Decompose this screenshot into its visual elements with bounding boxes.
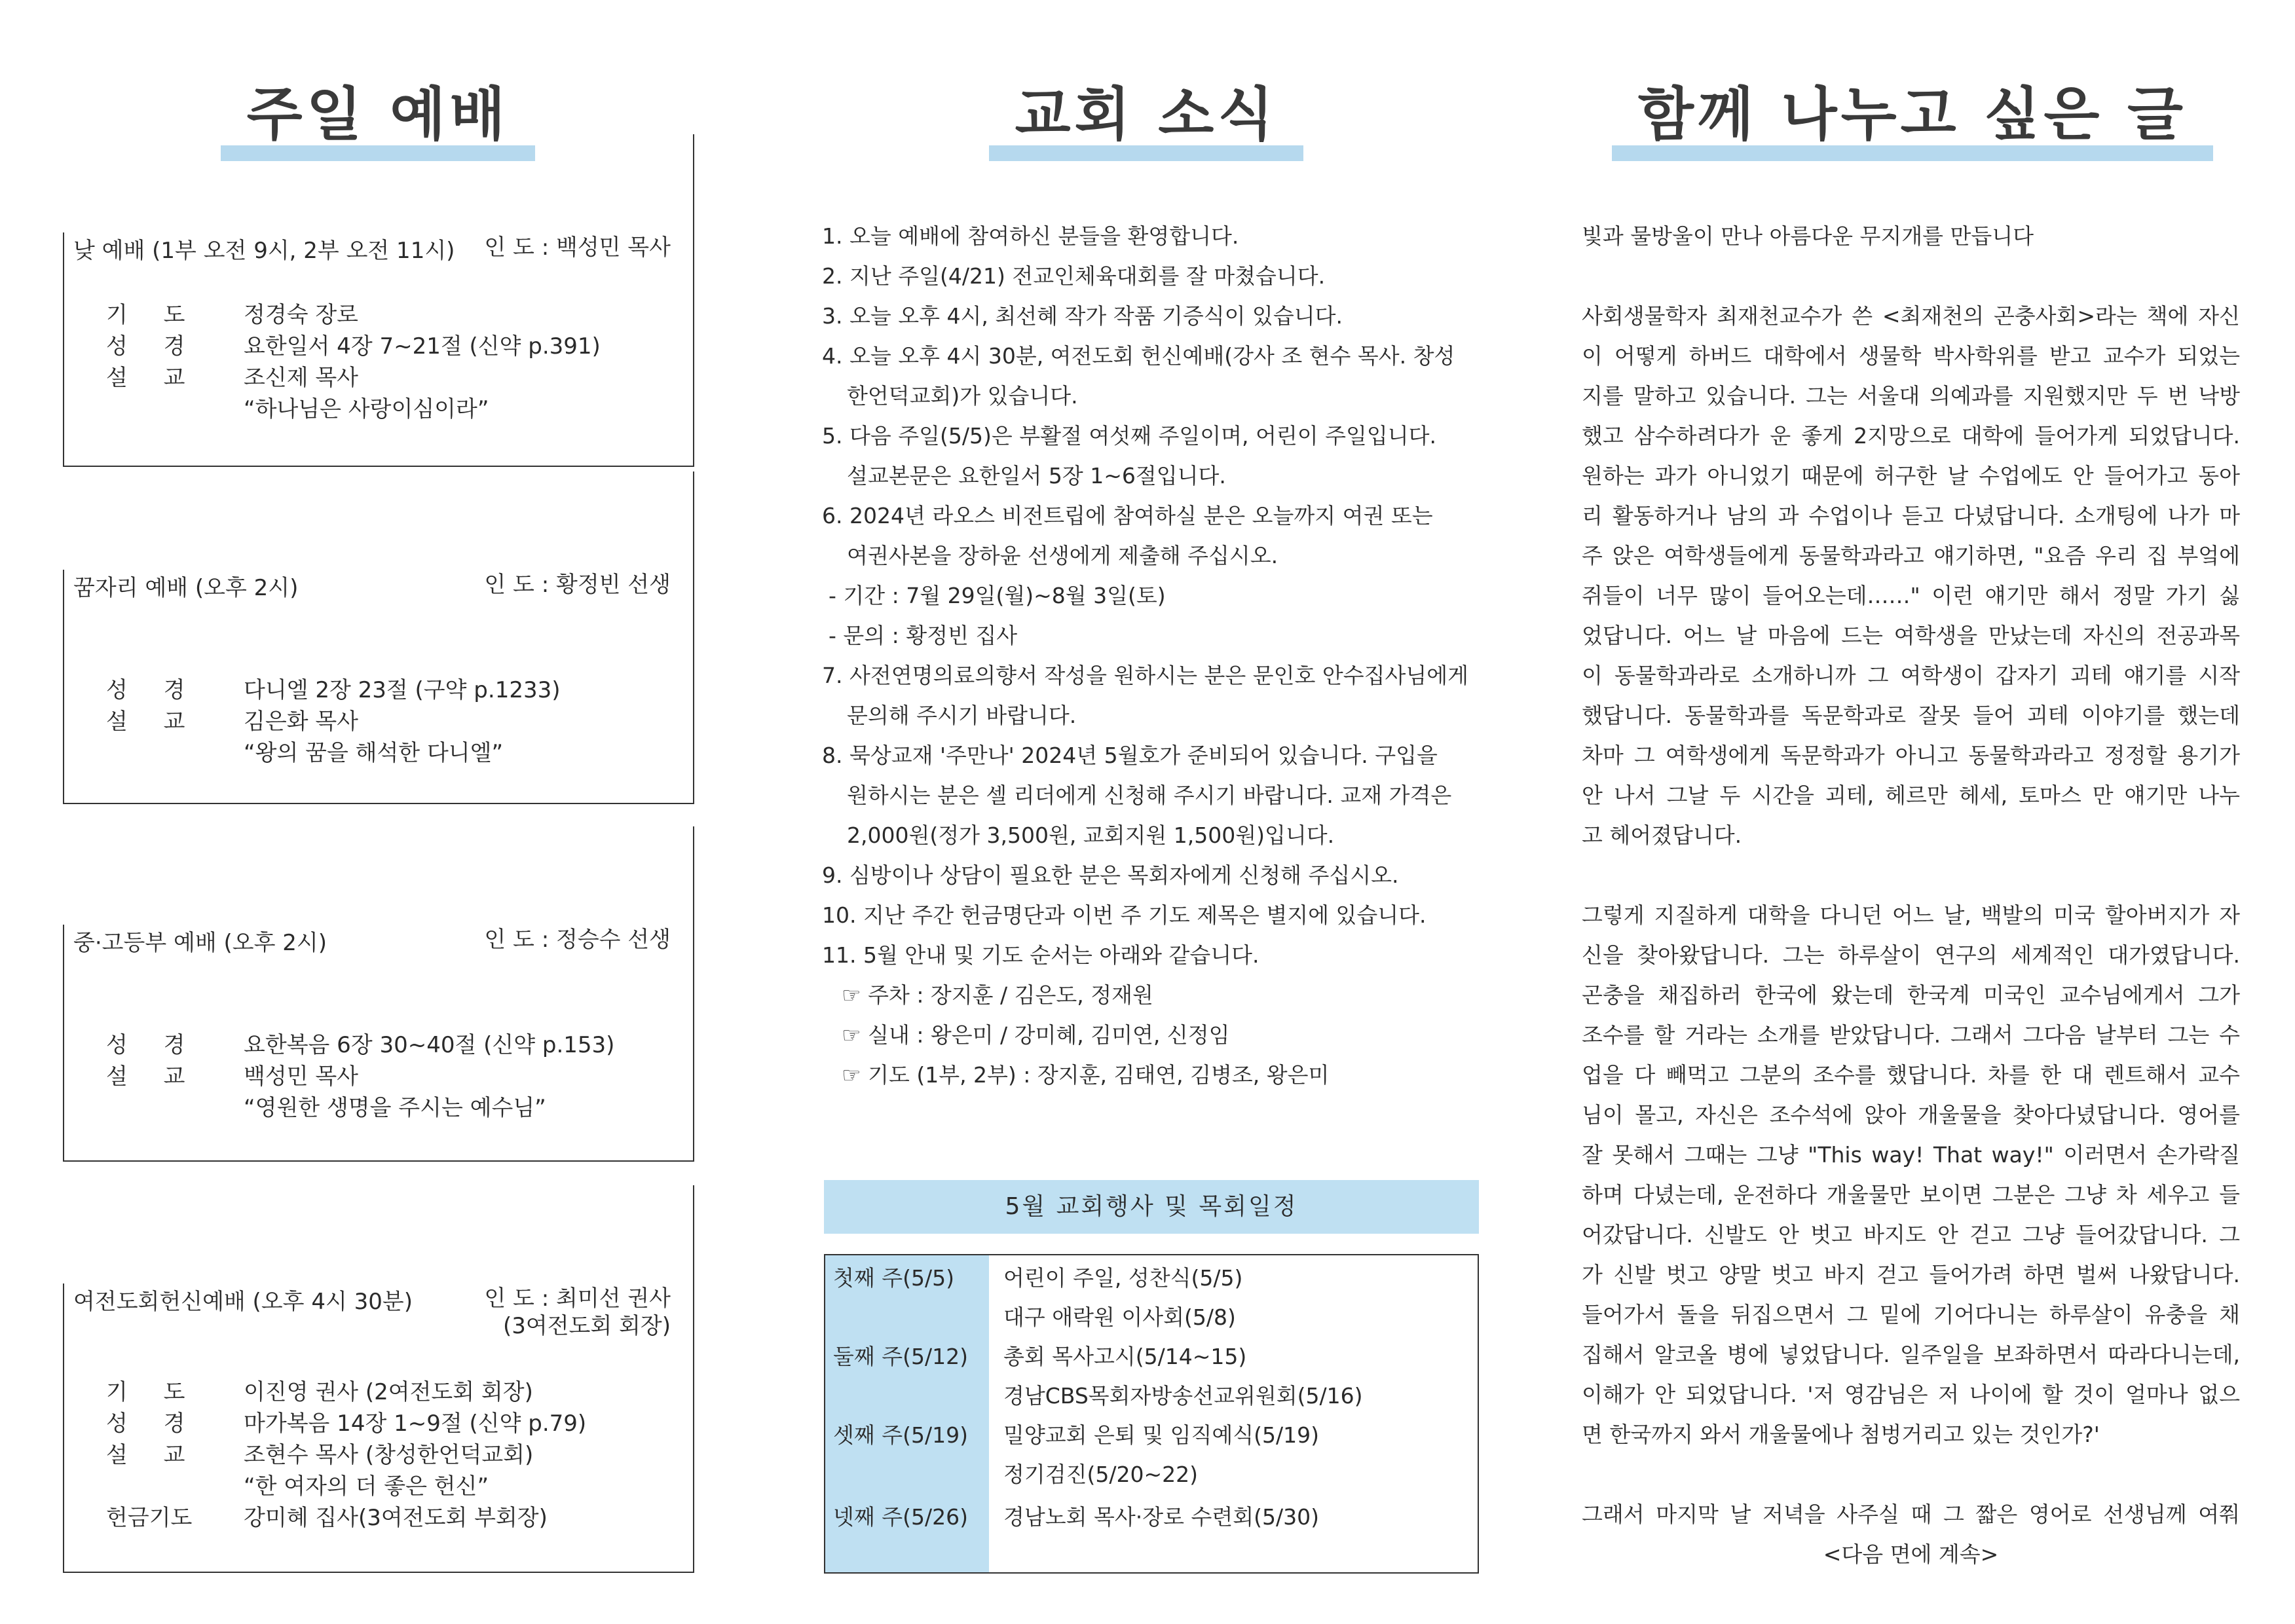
worship-column — [60, 0, 696, 1624]
service-leader: 인 도 : 백성민 목사 — [484, 234, 671, 261]
schedule-table — [824, 1254, 1479, 1574]
news-item: 3. 오늘 오후 4시, 최선혜 작가 작품 기증식이 있습니다. — [822, 303, 1343, 329]
paragraph-gap — [1582, 855, 2240, 895]
service-row — [106, 1502, 548, 1534]
essay-line: 원하는 과가 아니었기 때문에 허구한 날 수업에도 안 들어가고 동아 — [1582, 463, 2240, 489]
essay-body — [1582, 216, 2240, 1574]
essay-line: 차마 그 여학생에게 독문학과가 아니고 동물학과라고 정정할 용기가 — [1582, 743, 2240, 768]
service-day — [60, 232, 694, 422]
essay-line: 했답니다. 동물학과를 독문학과로 잘못 들어 괴테 이야기를 했는데 — [1582, 703, 2240, 728]
news-item: 8. 묵상교재 '주만나' 2024년 5월호가 준비되어 있습니다. 구입을 — [822, 743, 1438, 768]
row-value: 이진영 권사 (2여전도회 회장) — [244, 1379, 533, 1405]
sermon-title: “영원한 생명을 주시는 예수님” — [244, 1095, 546, 1121]
row-label: 성 경 — [106, 677, 200, 703]
row-value: 요한복음 6장 30~40절 (신약 p.153) — [244, 1032, 615, 1058]
news-item-continued: 설교본문은 요한일서 5장 1~6절입니다. — [847, 463, 1226, 489]
news-detail: - 문의 : 황정빈 집사 — [829, 623, 1018, 648]
row-value: 마가복음 14장 1~9절 (신약 p.79) — [244, 1411, 587, 1437]
essay-line: 집해서 알코올 병에 넣었답니다. 일주일을 보좌하면서 따라다니는데, — [1582, 1342, 2240, 1367]
schedule-event: 밀양교회 은퇴 및 임직예식(5/19) — [1003, 1422, 1319, 1448]
service-name: 꿈자리 예배 (오후 2시) — [73, 575, 299, 601]
service-name: 여전도회헌신예배 (오후 4시 30분) — [73, 1289, 413, 1315]
essay-line: 안 나서 그날 두 시간을 괴테, 헤르만 헤세, 토마스 만 얘기만 나누 — [1582, 783, 2240, 808]
essay-line: 들어가서 돌을 뒤집으면서 그 밑에 기어다니는 하루살이 유충을 채 — [1582, 1302, 2240, 1327]
service-row — [106, 299, 358, 331]
row-value: 조현수 목사 (창성한언덕교회) — [244, 1442, 534, 1468]
service-leader: 인 도 : 황정빈 선생 — [484, 572, 671, 598]
row-label: 설 교 — [106, 709, 200, 735]
essay-heading — [1582, 79, 2243, 157]
news-assignment: ☞ 기도 (1부, 2부) : 장지훈, 김태연, 김병조, 왕은미 — [842, 1062, 1330, 1088]
row-label: 성 경 — [106, 333, 200, 360]
news-item-continued: 문의해 주시기 바랍니다. — [847, 703, 1077, 728]
essay-line: 주 앉은 여학생들에게 동물학과라고 얘기하면, "요즘 우리 집 부엌에 — [1582, 543, 2240, 568]
essay-line: 가 신발 벗고 양말 벗고 바지 걷고 들어가려 하면 벌써 나왔답니다. — [1582, 1262, 2240, 1287]
news-item: 10. 지난 주간 헌금명단과 이번 주 기도 제목은 별지에 있습니다. — [822, 902, 1427, 928]
news-item: 5. 다음 주일(5/5)은 부활절 여섯째 주일이며, 어린이 주일입니다. — [822, 423, 1436, 449]
schedule-title: 5월 교회행사 및 목회일정 — [824, 1180, 1479, 1234]
essay-line: 었답니다. 어느 날 마음에 드는 여학생을 만났는데 자신의 전공과목 — [1582, 623, 2240, 648]
row-value: 요한일서 4장 7~21절 (신약 p.391) — [244, 333, 601, 360]
service-kkumjari — [60, 570, 694, 766]
sermon-title: “한 여자의 더 좋은 헌신” — [244, 1473, 489, 1500]
service-leader: 인 도 : 최미선 권사 — [484, 1285, 671, 1312]
schedule-event: 어린이 주일, 성찬식(5/5) — [1003, 1265, 1243, 1291]
service-row — [106, 674, 560, 706]
row-value: 강미혜 집사(3여전도회 부회장) — [244, 1505, 548, 1531]
schedule-event: 경남CBS목회자방송선교위원회(5/16) — [1003, 1383, 1363, 1409]
schedule-event: 경남노회 목사·장로 수련회(5/30) — [1003, 1504, 1319, 1530]
news-item: 9. 심방이나 상담이 필요한 분은 목회자에게 신청해 주십시오. — [822, 862, 1399, 888]
service-row — [106, 706, 358, 737]
sermon-title: “하나님은 사랑이심이라” — [244, 396, 489, 422]
news-item: 6. 2024년 라오스 비전트립에 참여하실 분은 오늘까지 여권 또는 — [822, 503, 1433, 528]
schedule-event: 대구 애락원 이사회(5/8) — [1003, 1304, 1236, 1330]
service-row — [106, 1439, 533, 1471]
worship-heading — [60, 79, 696, 157]
essay-line: 이해가 안 되었답니다. '저 영감님은 저 나이에 할 것이 얼마나 없으 — [1582, 1382, 2240, 1407]
essay-line: 이 어떻게 하버드 대학에서 생물학 박사학위를 받고 교수가 되었는 — [1582, 343, 2240, 369]
essay-line: 업을 다 빼먹고 그분의 조수를 했답니다. 차를 한 대 렌트해서 교수 — [1582, 1062, 2240, 1088]
schedule-week: 둘째 주(5/12) — [833, 1344, 968, 1369]
essay-line: 어갔답니다. 신발도 안 벗고 바지도 안 걷고 그냥 들어갔답니다. 그 — [1582, 1222, 2240, 1247]
row-value: 조신제 목사 — [244, 365, 359, 391]
row-label: 성 경 — [106, 1032, 200, 1058]
row-label: 기 도 — [106, 302, 200, 328]
news-item: 2. 지난 주일(4/21) 전교인체육대회를 잘 마쳤습니다. — [822, 263, 1326, 289]
essay-line: 면 한국까지 와서 개울물에나 첨벙거리고 있는 것인가?' — [1582, 1422, 2100, 1447]
essay-line: 조수를 할 거라는 소개를 받았답니다. 그래서 그다음 날부터 그는 수 — [1582, 1022, 2240, 1048]
service-row — [106, 1029, 614, 1061]
row-value: 김은화 목사 — [244, 709, 359, 735]
row-label: 성 경 — [106, 1411, 200, 1437]
news-item-continued: 여권사본을 장하윤 선생에게 제출해 주십시오. — [847, 543, 1278, 568]
essay-line: 사회생물학자 최재천교수가 쓴 <최재천의 곤충사회>라는 책에 자신 — [1582, 303, 2240, 329]
continued-note: <다음 면에 계속> — [1823, 1541, 1999, 1567]
row-label: 헌금기도 — [106, 1505, 193, 1531]
news-assignment: ☞ 주차 : 장지훈 / 김은도, 정재원 — [842, 982, 1153, 1008]
essay-column — [1582, 0, 2243, 1624]
schedule-event: 총회 목사고시(5/14~15) — [1003, 1344, 1247, 1369]
news-item: 11. 5월 안내 및 기도 순서는 아래와 같습니다. — [822, 942, 1259, 968]
news-item: 7. 사전연명의료의향서 작성을 원하시는 분은 문인호 안수집사님에게 — [822, 663, 1469, 688]
row-label: 설 교 — [106, 365, 200, 391]
service-row — [106, 1061, 358, 1092]
row-value: 다니엘 2장 23절 (구약 p.1233) — [244, 677, 561, 703]
schedule-week: 첫째 주(5/5) — [833, 1265, 954, 1291]
paragraph-gap — [1582, 256, 2240, 296]
row-value: 백성민 목사 — [244, 1063, 359, 1090]
service-row — [106, 362, 358, 394]
essay-line: 고 헤어졌답니다. — [1582, 822, 1742, 848]
news-item-continued: 한언덕교회)가 있습니다. — [847, 383, 1078, 409]
schedule-week: 넷째 주(5/26) — [833, 1504, 968, 1530]
row-label: 기 도 — [106, 1379, 200, 1405]
row-label: 설 교 — [106, 1442, 200, 1468]
news-item-continued: 2,000원(정가 3,500원, 교회지원 1,500원)입니다. — [847, 822, 1335, 848]
worship-title: 주일 예배 — [221, 79, 536, 157]
service-row — [106, 331, 601, 362]
service-womens — [60, 1283, 694, 1531]
essay-line: 쥐들이 너무 많이 들어오는데……" 이런 얘기만 해서 정말 가기 싫 — [1582, 583, 2240, 608]
row-label: 설 교 — [106, 1063, 200, 1090]
service-row — [106, 1376, 533, 1408]
service-leader: 인 도 : 정승수 선생 — [484, 927, 671, 953]
service-row — [106, 1408, 586, 1439]
essay-line: 했고 삼수하려다가 운 좋게 2지망으로 대학에 들어가게 되었답니다. — [1582, 423, 2240, 449]
schedule-week: 셋째 주(5/19) — [833, 1422, 968, 1448]
sermon-title: “왕의 꿈을 해석한 다니엘” — [244, 740, 504, 766]
service-name: 낮 예배 (1부 오전 9시, 2부 오전 11시) — [73, 238, 455, 264]
essay-line: 잘 못해서 그때는 그냥 "This way! That way!" 이러면서 손가락질 — [1582, 1142, 2240, 1168]
news-detail: - 기간 : 7월 29일(월)~8월 3일(토) — [829, 583, 1166, 608]
schedule-event: 정기검진(5/20~22) — [1003, 1462, 1199, 1487]
service-youth — [60, 925, 694, 1121]
news-title: 교회 소식 — [989, 79, 1304, 157]
service-name: 중·고등부 예배 (오후 2시) — [73, 930, 327, 956]
essay-line: 그래서 마지막 날 저녁을 사주실 때 그 짧은 영어로 선생님께 여쭤 — [1582, 1502, 2240, 1527]
essay-line: 리 활동하거나 남의 과 수업이나 듣고 다녔답니다. 소개팅에 나가 마 — [1582, 503, 2240, 528]
essay-line: 님이 몰고, 자신은 조수석에 앉아 개울물을 찾아다녔답니다. 영어를 — [1582, 1102, 2240, 1128]
news-heading — [812, 79, 1480, 157]
essay-line: 신을 찾아왔답니다. 그는 하루살이 연구의 세계적인 대가였답니다. — [1582, 942, 2240, 968]
news-item-continued: 원하시는 분은 셀 리더에게 신청해 주시기 바랍니다. 교재 가격은 — [847, 783, 1452, 808]
essay-line: 빛과 물방울이 만나 아름다운 무지개를 만듭니다 — [1582, 223, 2034, 249]
essay-line: 곤충을 채집하러 한국에 왔는데 한국계 미국인 교수님에게서 그가 — [1582, 982, 2240, 1008]
essay-line: 그렇게 지질하게 대학을 다니던 어느 날, 백발의 미국 할아버지가 자 — [1582, 902, 2240, 928]
essay-title: 함께 나누고 싶은 글 — [1612, 79, 2213, 157]
news-column — [812, 0, 1480, 1624]
news-assignment: ☞ 실내 : 왕은미 / 강미혜, 김미연, 신정임 — [842, 1022, 1230, 1048]
news-item: 1. 오늘 예배에 참여하신 분들을 환영합니다. — [822, 223, 1239, 249]
essay-line: 하며 다녔는데, 운전하다 개울물만 보이면 그분은 그냥 차 세우고 들 — [1582, 1182, 2240, 1208]
news-list — [822, 216, 1490, 1095]
service-leader-role: (3여전도회 회장) — [502, 1313, 671, 1339]
essay-line: 이 동물학과라로 소개하니까 그 여학생이 갑자기 괴테 얘기를 시작 — [1582, 663, 2240, 688]
news-item: 4. 오늘 오후 4시 30분, 여전도회 헌신예배(강사 조 현수 목사. 창성 — [822, 343, 1455, 369]
row-value: 정경숙 장로 — [244, 302, 359, 328]
paragraph-gap — [1582, 1454, 2240, 1494]
essay-line: 지를 말하고 있습니다. 그는 서울대 의예과를 지원했지만 두 번 낙방 — [1582, 383, 2240, 409]
